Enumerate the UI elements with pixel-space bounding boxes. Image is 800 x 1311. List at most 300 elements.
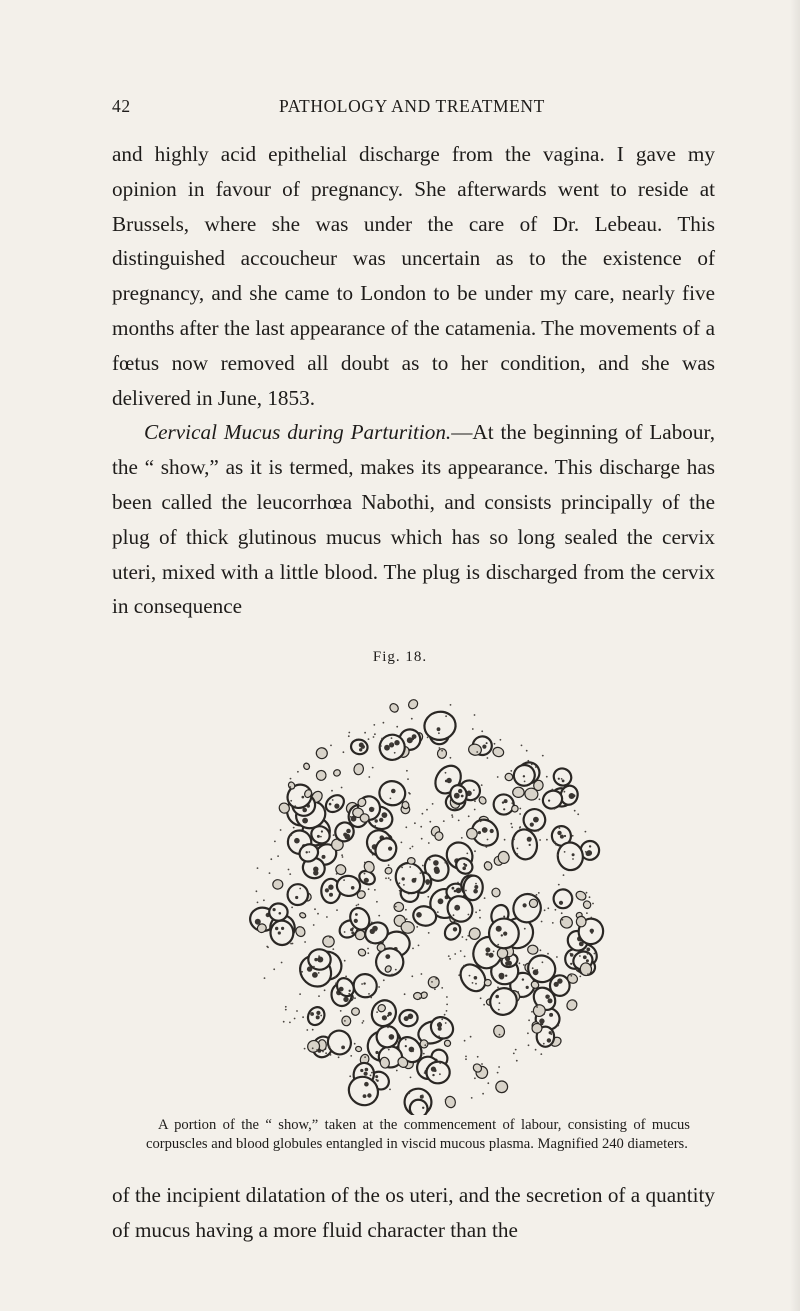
- plasma-stipple: [477, 1056, 479, 1058]
- plasma-stipple: [399, 882, 401, 884]
- plasma-stipple: [468, 914, 470, 916]
- corpuscle-nucleus: [564, 835, 566, 837]
- corpuscle-nucleus: [438, 898, 444, 904]
- plasma-stipple: [412, 948, 414, 950]
- corpuscle-nucleus: [562, 780, 565, 783]
- plasma-stipple: [376, 1011, 378, 1013]
- plasma-stipple: [466, 939, 468, 941]
- plasma-stipple: [470, 1036, 472, 1038]
- plasma-stipple: [368, 776, 370, 778]
- plasma-stipple: [546, 776, 548, 778]
- plasma-stipple: [456, 907, 458, 909]
- corpuscle-nucleus: [523, 903, 527, 907]
- plasma-stipple: [554, 841, 556, 843]
- corpuscle-nucleus: [474, 976, 478, 980]
- mucus-corpuscle: [425, 1061, 450, 1085]
- plasma-stipple: [474, 800, 476, 802]
- plasma-stipple: [473, 789, 475, 791]
- plasma-stipple: [524, 928, 526, 930]
- corpuscle-nucleus: [461, 795, 464, 798]
- plasma-stipple: [586, 912, 588, 914]
- plasma-stipple: [441, 987, 443, 989]
- corpuscle-nucleus: [572, 794, 575, 797]
- plasma-stipple: [562, 919, 564, 921]
- corpuscle-nucleus: [422, 1107, 424, 1109]
- corpuscle-nucleus: [478, 831, 481, 834]
- corpuscle-nucleus: [426, 882, 429, 885]
- plasma-stipple: [391, 737, 393, 739]
- blood-globule: [443, 1039, 452, 1048]
- plasma-stipple: [412, 1050, 414, 1052]
- plasma-stipple: [517, 848, 519, 850]
- blood-globule: [355, 1046, 362, 1052]
- plasma-stipple: [341, 923, 343, 925]
- plasma-stipple: [519, 962, 521, 964]
- plasma-stipple: [524, 781, 526, 783]
- plasma-stipple: [492, 976, 494, 978]
- plasma-stipple: [396, 726, 398, 728]
- plasma-stipple: [297, 771, 299, 773]
- plasma-stipple: [482, 819, 484, 821]
- corpuscle-nucleus: [389, 1034, 395, 1040]
- plasma-stipple: [446, 1004, 448, 1006]
- plasma-stipple: [316, 846, 318, 848]
- plasma-stipple: [428, 932, 430, 934]
- corpuscle-nucleus: [526, 986, 529, 989]
- plasma-stipple: [499, 1034, 501, 1036]
- corpuscle-nucleus: [473, 889, 478, 894]
- plasma-stipple: [563, 874, 565, 876]
- plasma-stipple: [344, 960, 346, 962]
- corpuscle-nucleus: [486, 953, 489, 956]
- page-edge-shadow: [790, 0, 800, 1311]
- blood-globule: [360, 814, 369, 823]
- corpuscle-nucleus: [334, 804, 339, 809]
- plasma-stipple: [483, 1004, 485, 1006]
- plasma-stipple: [280, 829, 282, 831]
- plasma-stipple: [536, 894, 538, 896]
- microscope-illustration: [246, 675, 606, 1115]
- plasma-stipple: [340, 1010, 342, 1012]
- plasma-stipple: [368, 993, 370, 995]
- plasma-stipple: [394, 752, 396, 754]
- plasma-stipple: [443, 820, 445, 822]
- corpuscle-nucleus: [316, 1011, 320, 1015]
- plasma-stipple: [579, 955, 581, 957]
- blood-globule: [492, 1024, 506, 1039]
- plasma-stipple: [324, 808, 326, 810]
- plasma-stipple: [388, 1049, 390, 1051]
- plasma-stipple: [579, 976, 581, 978]
- plasma-stipple: [373, 736, 375, 738]
- blood-globule: [333, 769, 342, 778]
- plasma-stipple: [572, 858, 574, 860]
- plasma-stipple: [420, 872, 422, 874]
- plasma-stipple: [387, 1027, 389, 1029]
- plasma-stipple: [368, 738, 370, 740]
- plasma-stipple: [561, 912, 563, 914]
- plasma-stipple: [306, 1029, 308, 1031]
- plasma-stipple: [330, 1054, 332, 1056]
- plasma-stipple: [484, 897, 486, 899]
- mucus-corpuscle: [442, 920, 464, 942]
- blood-globule: [407, 698, 420, 711]
- corpuscle-nucleus: [404, 1016, 409, 1021]
- plasma-stipple: [283, 1021, 285, 1023]
- corpuscle-nucleus: [523, 775, 525, 777]
- plasma-stipple: [540, 949, 542, 951]
- plasma-stipple: [281, 962, 283, 964]
- plasma-stipple: [422, 813, 424, 815]
- mucus-corpuscle: [510, 828, 539, 861]
- plasma-stipple: [349, 1075, 351, 1077]
- plasma-stipple: [454, 953, 456, 955]
- plasma-stipple: [531, 764, 533, 766]
- corpuscle-nucleus: [328, 885, 333, 890]
- plasma-stipple: [310, 1013, 312, 1015]
- plasma-stipple: [357, 904, 359, 906]
- corpuscle-nucleus: [501, 934, 503, 936]
- mucus-corpuscle: [323, 792, 348, 816]
- plasma-stipple: [547, 953, 549, 955]
- plasma-stipple: [385, 877, 387, 879]
- corpuscle-nucleus: [302, 808, 307, 813]
- corpuscle-nucleus: [316, 1015, 320, 1019]
- plasma-stipple: [500, 739, 502, 741]
- plasma-stipple: [266, 946, 268, 948]
- plasma-stipple: [435, 978, 437, 980]
- mucus-corpuscle: [287, 884, 308, 905]
- plasma-stipple: [535, 1049, 537, 1051]
- corpuscle-nucleus: [434, 1069, 437, 1072]
- plasma-stipple: [510, 770, 512, 772]
- plasma-stipple: [542, 961, 544, 963]
- plasma-stipple: [594, 953, 596, 955]
- plasma-stipple: [308, 851, 310, 853]
- plasma-stipple: [497, 776, 499, 778]
- plasma-stipple: [380, 745, 382, 747]
- plasma-stipple: [480, 997, 482, 999]
- plasma-stipple: [364, 873, 366, 875]
- body-text-bottom: [112, 1178, 715, 1248]
- plasma-stipple: [432, 803, 434, 805]
- plasma-stipple: [519, 813, 521, 815]
- plasma-stipple: [499, 1002, 501, 1004]
- plasma-stipple: [341, 992, 343, 994]
- plasma-stipple: [448, 955, 450, 957]
- paragraph-1: and highly acid epithelial discharge from the vagina. I gave my opinion in favour of pregnancy. She afterwards went to reside at Brussels, where she was under the care of Dr. Lebeau. This distinguished accoucheur was uncertain as to the existence of pregnancy, and she came to London to be under my care, nearly five months after the last appearance of the catamenia. The movements of a fœtus now removed all doubt as to her condition, and she was delivered in June, 1853.: [112, 142, 715, 410]
- plasma-stipple: [389, 1089, 391, 1091]
- corpuscle-nucleus: [486, 742, 488, 744]
- caption-text: A portion of the “ show,” taken at the commencement of labour, consisting of mucus corpuscles and blood globules entangled in viscid mucous plasma. Magnified 240 diameters.: [146, 1117, 690, 1152]
- paragraph-2: [112, 415, 715, 624]
- corpuscle-nucleus: [485, 947, 490, 952]
- plasma-stipple: [406, 770, 408, 772]
- plasma-stipple: [439, 747, 441, 749]
- plasma-stipple: [551, 789, 553, 791]
- plasma-stipple: [552, 922, 554, 924]
- plasma-stipple: [548, 995, 550, 997]
- plasma-stipple: [528, 1019, 530, 1021]
- plasma-stipple: [388, 864, 390, 866]
- corpuscle-nucleus: [433, 860, 439, 866]
- plasma-stipple: [428, 842, 430, 844]
- plasma-stipple: [493, 951, 495, 953]
- plasma-stipple: [270, 858, 272, 860]
- corpuscle-nucleus: [586, 959, 589, 962]
- plasma-stipple: [543, 1043, 545, 1045]
- blood-globule: [580, 963, 592, 976]
- plasma-stipple: [519, 826, 521, 828]
- corpuscle-nucleus: [302, 818, 308, 824]
- plasma-stipple: [299, 888, 301, 890]
- plasma-stipple: [343, 879, 345, 881]
- blood-globule: [353, 763, 364, 776]
- plasma-stipple: [577, 813, 579, 815]
- plasma-stipple: [361, 983, 363, 985]
- plasma-stipple: [572, 896, 574, 898]
- corpuscle-nucleus: [507, 961, 512, 966]
- plasma-stipple: [409, 848, 411, 850]
- plasma-stipple: [450, 704, 452, 706]
- plasma-stipple: [371, 922, 373, 924]
- plasma-stipple: [256, 890, 258, 892]
- plasma-stipple: [421, 973, 423, 975]
- blood-globule: [315, 747, 328, 760]
- corpuscle-nucleus: [279, 912, 282, 915]
- plasma-stipple: [451, 814, 453, 816]
- page-number: 42: [112, 96, 131, 116]
- plasma-stipple: [334, 976, 336, 978]
- plasma-stipple: [487, 1082, 489, 1084]
- plasma-stipple: [269, 872, 271, 874]
- plasma-stipple: [592, 903, 594, 905]
- corpuscle-nucleus: [294, 838, 300, 844]
- corpuscle-nucleus: [432, 1074, 434, 1076]
- corpuscle-nucleus: [361, 745, 365, 749]
- corpuscle-nucleus: [454, 793, 460, 799]
- plasma-stipple: [381, 941, 383, 943]
- plasma-stipple: [427, 1042, 429, 1044]
- plasma-stipple: [289, 1022, 291, 1024]
- corpuscle-nucleus: [364, 1072, 368, 1076]
- corpuscle-nucleus: [554, 982, 559, 987]
- corpuscle-nucleus: [586, 948, 590, 952]
- plasma-stipple: [288, 869, 290, 871]
- corpuscle-nucleus: [589, 845, 591, 847]
- plasma-stipple: [290, 778, 292, 780]
- blood-globule: [492, 746, 505, 758]
- mucus-corpuscle: [350, 738, 369, 756]
- corpuscle-nucleus: [439, 1022, 441, 1024]
- plasma-stipple: [383, 722, 385, 724]
- plasma-stipple: [406, 918, 408, 920]
- plasma-stipple: [335, 982, 337, 984]
- running-header: [112, 96, 712, 126]
- plasma-stipple: [461, 837, 463, 839]
- plasma-stipple: [550, 1033, 552, 1035]
- plasma-stipple: [419, 997, 421, 999]
- corpuscle-nucleus: [474, 885, 478, 889]
- plasma-stipple: [329, 1046, 331, 1048]
- corpuscle-nucleus: [314, 958, 317, 961]
- plasma-stipple: [332, 948, 334, 950]
- blood-globule: [388, 702, 400, 714]
- blood-globule: [342, 1016, 351, 1026]
- plasma-stipple: [348, 735, 350, 737]
- plasma-stipple: [401, 867, 403, 869]
- plasma-stipple: [529, 844, 531, 846]
- plasma-stipple: [344, 1020, 346, 1022]
- body-text-top: [112, 137, 715, 624]
- corpuscle-nucleus: [583, 955, 587, 959]
- plasma-stipple: [531, 1011, 533, 1013]
- plasma-stipple: [468, 815, 470, 817]
- plasma-stipple: [426, 809, 428, 811]
- plasma-stipple: [475, 911, 477, 913]
- plasma-stipple: [294, 805, 296, 807]
- plasma-stipple: [510, 823, 512, 825]
- plasma-stipple: [556, 956, 558, 958]
- corpuscle-nucleus: [482, 827, 488, 833]
- plasma-stipple: [291, 907, 293, 909]
- plasma-stipple: [458, 974, 460, 976]
- blood-globule: [558, 914, 574, 930]
- plasma-stipple: [310, 790, 312, 792]
- plasma-stipple: [372, 854, 374, 856]
- corpuscle-nucleus: [434, 867, 440, 873]
- plasma-stipple: [586, 892, 588, 894]
- corpuscle-nucleus: [548, 800, 550, 802]
- plasma-stipple: [465, 890, 467, 892]
- blood-globule: [496, 1081, 508, 1093]
- plasma-stipple: [564, 851, 566, 853]
- plasma-stipple: [574, 810, 576, 812]
- plasma-stipple: [292, 943, 294, 945]
- blood-globule: [384, 866, 393, 875]
- corpuscle-nucleus: [275, 927, 278, 930]
- blood-globule: [527, 945, 538, 955]
- corpuscle-nucleus: [557, 831, 561, 835]
- plasma-stipple: [290, 834, 292, 836]
- corpuscle-nucleus: [503, 808, 505, 810]
- corpuscle-nucleus: [360, 1069, 363, 1072]
- corpuscle-nucleus: [364, 878, 369, 883]
- corpuscle-nucleus: [527, 837, 532, 842]
- plasma-stipple: [410, 1077, 412, 1079]
- plasma-stipple: [331, 790, 333, 792]
- blood-globule: [407, 857, 415, 864]
- plasma-stipple: [302, 1016, 304, 1018]
- corpuscle-nucleus: [355, 913, 358, 916]
- plasma-stipple: [344, 931, 346, 933]
- plasma-stipple: [364, 862, 366, 864]
- blood-globule: [582, 900, 592, 910]
- plasma-stipple: [411, 718, 413, 720]
- plasma-stipple: [338, 1056, 340, 1058]
- plasma-stipple: [304, 941, 306, 943]
- plasma-stipple: [564, 791, 566, 793]
- plasma-stipple: [374, 889, 376, 891]
- corpuscle-nucleus: [375, 819, 378, 822]
- plasma-stipple: [301, 971, 303, 973]
- plasma-stipple: [590, 917, 592, 919]
- plasma-stipple: [386, 837, 388, 839]
- corpuscle-nucleus: [351, 931, 354, 934]
- blood-globule: [434, 831, 443, 841]
- corpuscle-nucleus: [375, 1051, 378, 1054]
- blood-globule: [576, 916, 586, 927]
- plasma-stipple: [418, 945, 420, 947]
- corpuscle-nucleus: [388, 1012, 392, 1016]
- corpuscle-nucleus: [382, 1015, 387, 1020]
- plasma-stipple: [441, 750, 443, 752]
- plasma-stipple: [481, 1063, 483, 1065]
- corpuscle-nucleus: [416, 912, 422, 918]
- paragraph-3: of the incipient dilatation of the os uteri, and the secretion of a quantity of mucus having a more fluid character than the: [112, 1183, 715, 1242]
- plasma-stipple: [257, 902, 259, 904]
- plasma-stipple: [408, 792, 410, 794]
- plasma-stipple: [370, 942, 372, 944]
- corpuscle-nucleus: [499, 974, 504, 979]
- plasma-stipple: [289, 786, 291, 788]
- plasma-stipple: [289, 873, 291, 875]
- corpuscle-nucleus: [560, 835, 564, 839]
- plasma-stipple: [383, 979, 385, 981]
- corpuscle-group: [248, 698, 605, 1115]
- corpuscle-nucleus: [363, 982, 365, 984]
- blood-globule: [511, 805, 519, 813]
- plasma-stipple: [312, 1047, 314, 1049]
- plasma-stipple: [475, 883, 477, 885]
- corpuscle-nucleus: [464, 864, 467, 867]
- plasma-stipple: [333, 834, 335, 836]
- blood-globule: [575, 890, 588, 902]
- plasma-stipple: [345, 976, 347, 978]
- plasma-stipple: [388, 877, 390, 879]
- plasma-stipple: [574, 1000, 576, 1002]
- plasma-stipple: [474, 809, 476, 811]
- plasma-stipple: [557, 1025, 559, 1027]
- plasma-stipple: [457, 882, 459, 884]
- corpuscle-nucleus: [496, 926, 502, 932]
- plasma-stipple: [263, 899, 265, 901]
- plasma-stipple: [293, 827, 295, 829]
- plasma-stipple: [445, 715, 447, 717]
- plasma-stipple: [378, 986, 380, 988]
- plasma-stipple: [570, 953, 572, 955]
- plasma-stipple: [405, 909, 407, 911]
- plasma-stipple: [427, 737, 429, 739]
- corpuscle-nucleus: [273, 908, 276, 911]
- plasma-stipple: [390, 879, 392, 881]
- corpuscle-nucleus: [322, 855, 326, 859]
- plasma-stipple: [313, 966, 315, 968]
- blood-globule: [393, 901, 404, 912]
- plasma-stipple: [427, 873, 429, 875]
- plasma-stipple: [516, 1060, 518, 1062]
- plasma-stipple: [452, 816, 454, 818]
- plasma-stipple: [474, 714, 476, 716]
- plasma-stipple: [554, 808, 556, 810]
- plasma-stipple: [362, 1022, 364, 1024]
- corpuscle-nucleus: [437, 727, 441, 731]
- corpuscle-nucleus: [490, 829, 494, 833]
- plasma-stipple: [324, 989, 326, 991]
- plasma-stipple: [372, 767, 374, 769]
- plasma-stipple: [515, 1049, 517, 1051]
- blood-globule: [315, 769, 327, 781]
